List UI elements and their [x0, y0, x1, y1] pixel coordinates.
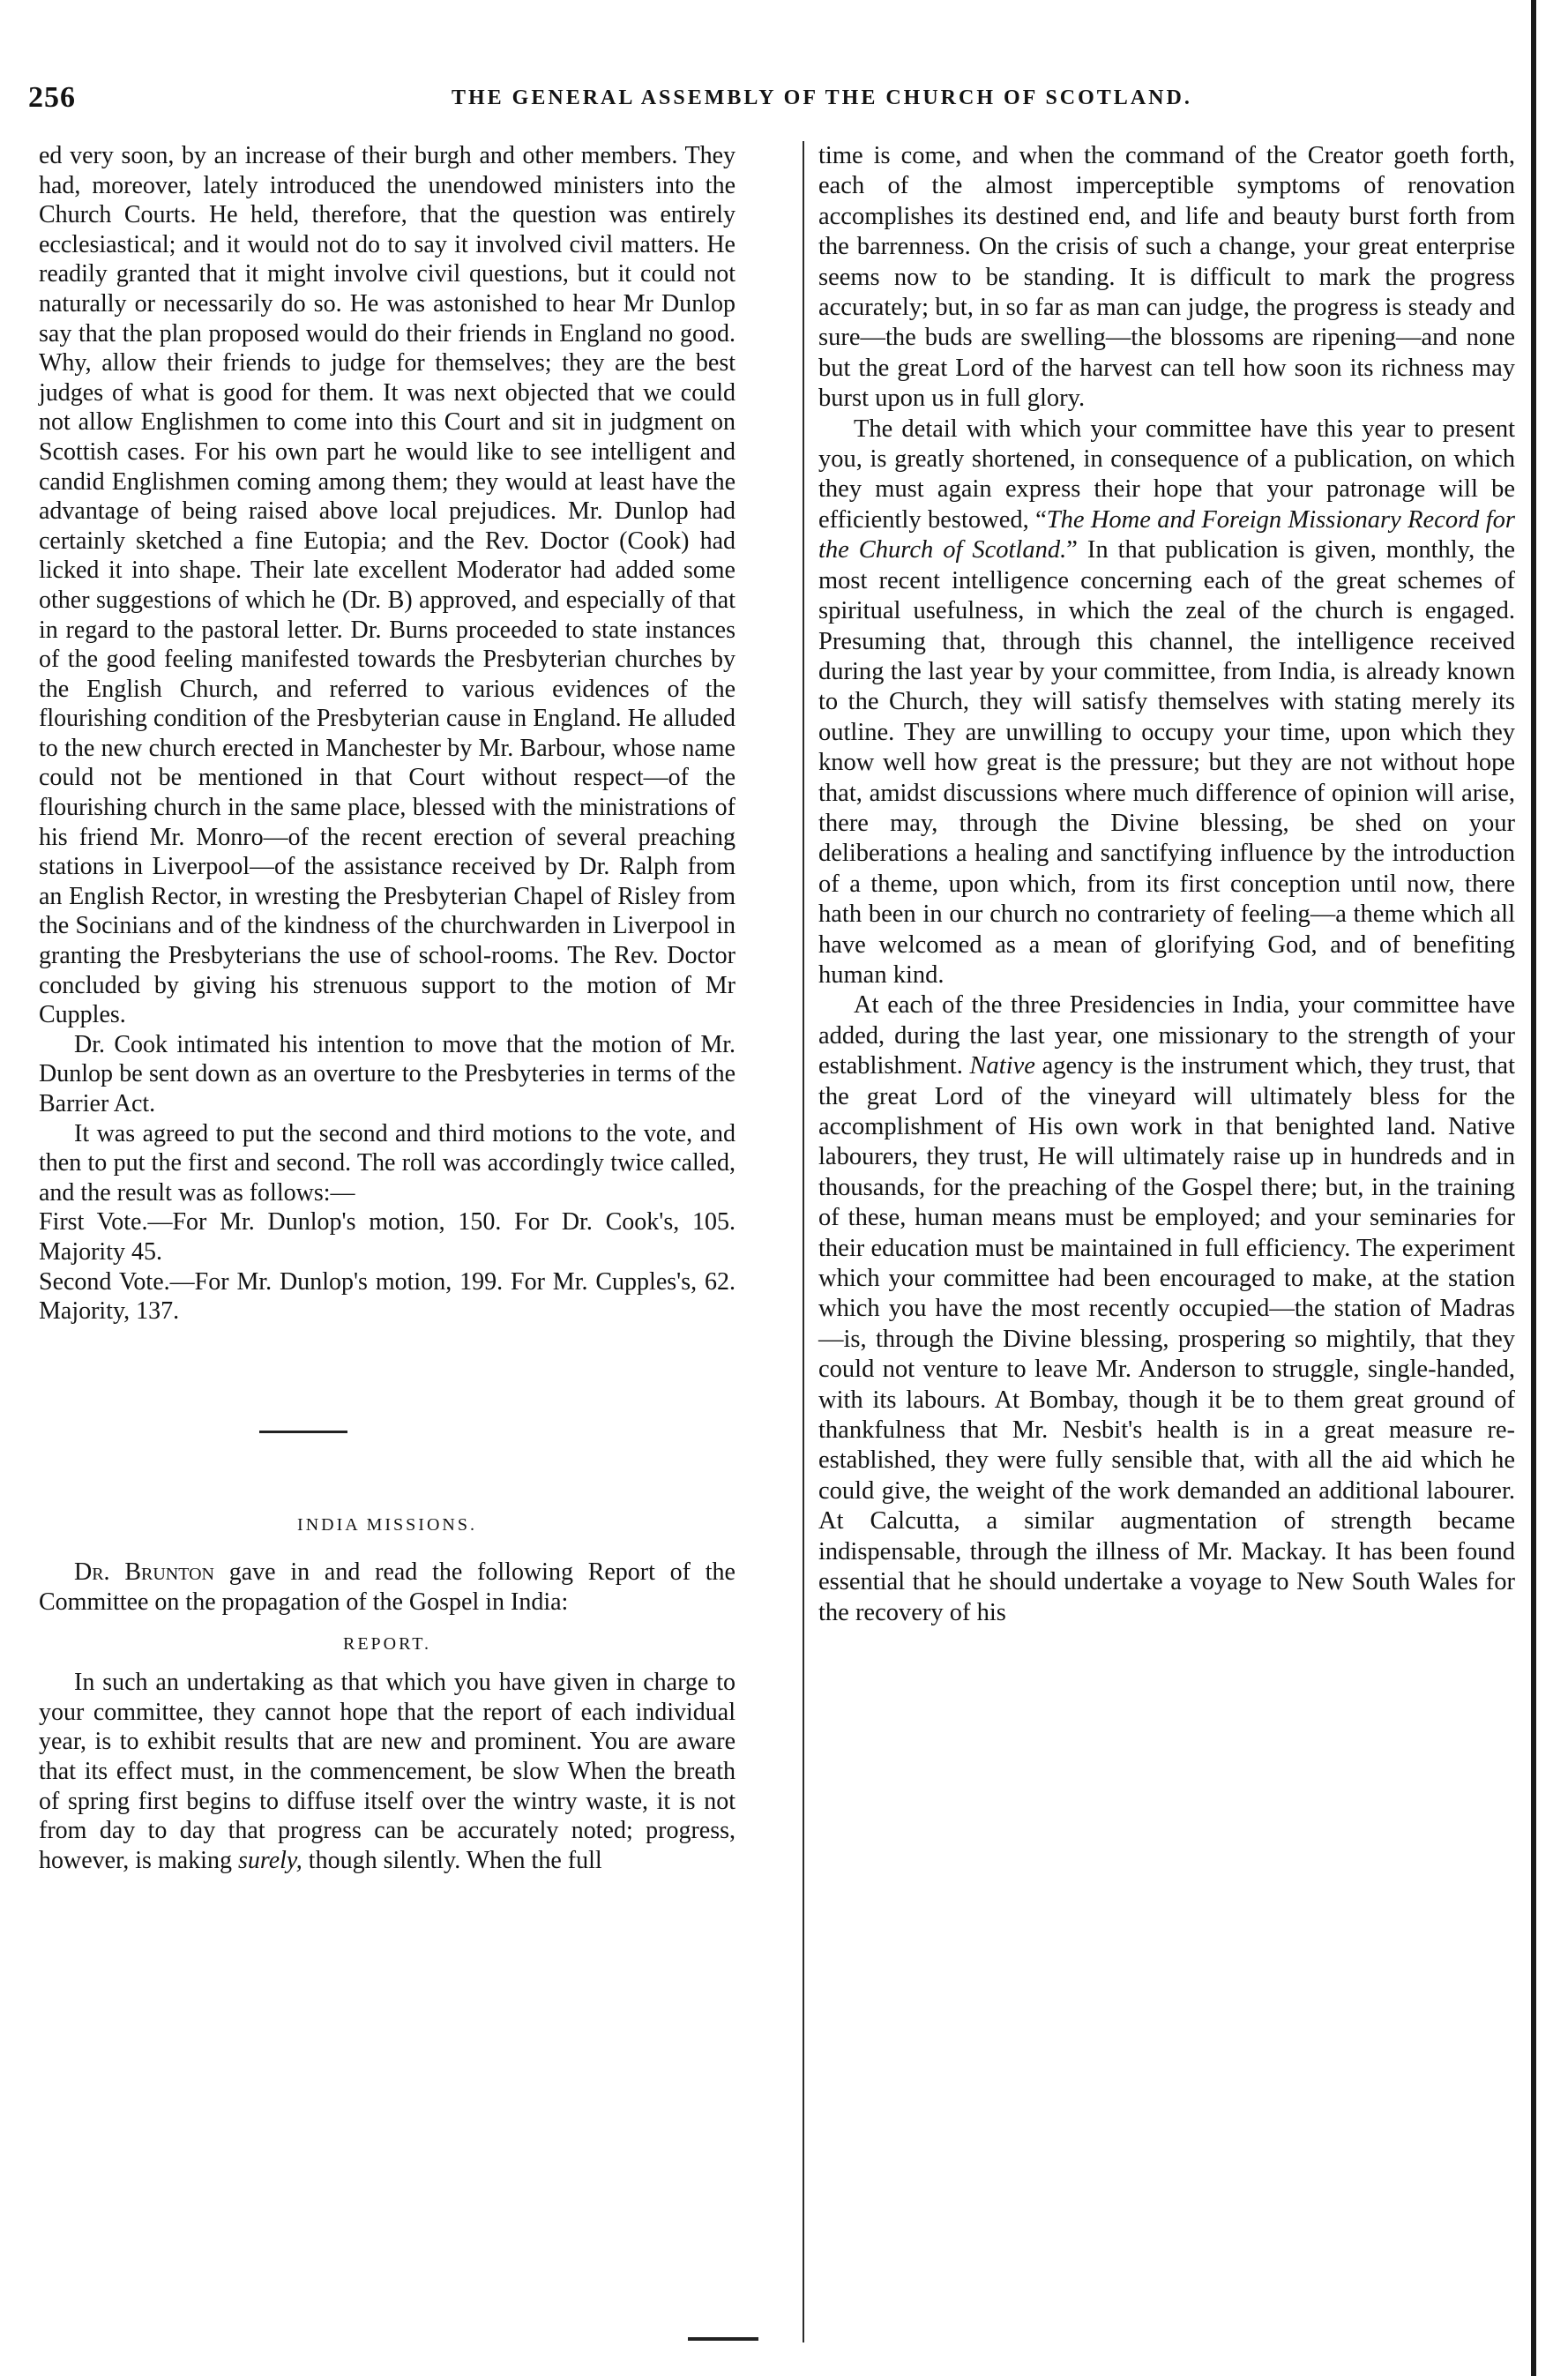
second-vote-result: Second Vote.—For Mr. Dunlop's motion, 199. For Mr. Cupples's, 62. Majority, 137.: [39, 1267, 735, 1326]
report-intro-paragraph: [39, 1558, 735, 1617]
report-text-end: though silently. When the full: [302, 1846, 602, 1874]
page-edge-rule: [1531, 0, 1536, 2376]
section-heading: INDIA MISSIONS.: [297, 1514, 477, 1535]
presidencies-text-end: agency is the instrument which, they trust, that the great Lord of the vineyard will ultimately bless for the accomplishment of His own work in that benighted land. Native labourers, they trust, He will ultimately raise up in hundreds and in thousands, for the preaching of the Gospel there; but, in the training of these, human means must be employed; and your seminaries for their education must be maintained in full efficiency. The experiment which your committee had been encouraged to make, at the station which you have the most recently occupied—the station of Madras—is, through the Divine blessing, prospering so mightily, that they could not venture to leave Mr. Anderson to struggle, single-handed, with its labours. At Bombay, though it be to them great ground of thankfulness that Mr. Nesbit's health is in a great measure re-established, they were fully sensible that, with all the aid which he could give, the weight of the work demanded an additional labourer. At Calcutta, a similar augmentation of strength became indispensable, through the illness of Mr. Mackay. It has been found essential that he should undertake a voyage to New South Wales for the recovery of his: [818, 1052, 1515, 1626]
presidencies-paragraph: [818, 990, 1515, 1628]
first-vote-result: First Vote.—For Mr. Dunlop's motion, 150. For Dr. Cook's, 105. Majority 45.: [39, 1208, 735, 1266]
column-rule: [803, 141, 804, 2342]
publication-text-end: ” In that publication is given, monthly, the most recent intelligence concerning each of the great schemes of spiritual usefulness, in which the zeal of the church is engaged. Presuming that, through this channel, the intelligence received during the last year by your committee, from India, is already known to the Church, they will satisfy themselves with stating merely its outline. They are unwilling to occupy your time, upon which they know well how great is the pressure; but they are not without hope that, amidst discussions where much difference of opinion will arise, there may, through the Divine blessing, be shed on your deliberations a healing and sanctifying influence by the introduction of a theme, upon which, from its first conception until now, there hath been in our church no contrariety of feeling—a theme which all have welcomed as a mean of glorifying God, and of benefiting human kind.: [818, 536, 1515, 989]
publication-text: The detail with which your committee have this year to present you, is greatly shortened, in consequence of a publication, on which they must again express their hope that your patronage will be efficiently bestowed, “: [818, 415, 1515, 534]
left-column: [39, 141, 735, 1875]
presidencies-text: At each of the three Presidencies in India, your committee have added, during the last year, one missionary to the strength of your establishment.: [818, 991, 1515, 1080]
report-heading: REPORT.: [343, 1633, 431, 1654]
debate-paragraph: ed very soon, by an increase of their burgh and other members. They had, moreover, lately introduced the unendowed ministers into the Church Courts. He held, therefore, that the question was entirely ecclesiastical; and it would not do to say it involved civil matters. He readily granted that it might involve civil questions, but it could not naturally or necessarily do so. He was astonished to hear Mr Dunlop say that the plan proposed would do their friends in England no good. Why, allow their friends to judge for themselves; they are the best judges of what is good for them. It was next objected that we could not allow Englishmen to come into this Court and sit in judgment on Scottish cases. For his own part he would like to see intelligent and candid Englishmen coming among them; they would at least have the advantage of being raised above local prejudices. Mr. Dunlop had certainly sketched a fine Eutopia; and the Rev. Doctor (Cook) had licked it into shape. Their late excellent Moderator had added some other suggestions of which he (Dr. B) approved, and especially of that in regard to the pastoral letter. Dr. Burns proceeded to state instances of the good feeling manifested towards the Presbyterian churches by the English Church, and referred to various evidences of the flourishing condition of the Presbyterian cause in England. He alluded to the new church erected in Manchester by Mr. Barbour, whose name could not be mentioned in that Court without respect—of the flourishing church in the same place, blessed with the ministrations of his friend Mr. Monro—of the recent erection of several preaching stations in Liverpool—of the assistance received by Dr. Ralph from an English Rector, in wresting the Presbyterian Chapel of Risley from the Socinians and of the kindness of the churchwarden in Liverpool in granting the Presbyterians the use of school-rooms. The Rev. Doctor concluded by giving his strenuous support to the motion of Mr Cupples.: [39, 142, 735, 1029]
speaker-name: Dr. Brunton: [74, 1558, 214, 1587]
right-column: [818, 141, 1515, 1628]
report-text: In such an undertaking as that which you have given in charge to your committee, they cannot hope that the report of each individual year, is to exhibit results that are new and prominent. You are aware that its effect must, in the commencement, be slow When the breath of spring first begins to diffuse itself over the wintry waste, it is not from day to day that progress can be accurately noted; progress, however, is making: [39, 1669, 735, 1874]
emphasis-surely: surely,: [237, 1846, 302, 1874]
page-header: [28, 81, 1192, 120]
report-paragraph: [39, 1668, 735, 1875]
report-intro-text: gave in and read the following Report of the Committee on the propagation of the Gospel in India:: [39, 1558, 735, 1616]
report-continuation-paragraph: time is come, and when the command of the Creator goeth forth, each of the almost imperceptible symptoms of renovation accomplishes its destined end, and life and beauty burst forth from the barrenness. On the crisis of such a change, your great enterprise seems now to be standing. It is difficult to mark the progress accurately; but, in so far as man can judge, the progress is steady and sure—the buds are swelling—the blossoms are ripening—and none but the great Lord of the harvest can tell how soon its richness may burst upon us in full glory.: [818, 142, 1515, 413]
section-divider: [259, 1431, 347, 1433]
cook-motion-paragraph: Dr. Cook intimated his intention to move that the motion of Mr. Dunlop be sent down as an overture to the Presbyteries in terms of the Barrier Act.: [39, 1030, 735, 1117]
vote-procedure-paragraph: It was agreed to put the second and third motions to the vote, and then to put the first and second. The roll was accordingly twice called, and the result was as follows:—: [39, 1119, 735, 1207]
page-number: 256: [28, 81, 76, 114]
publication-title: The Home and Foreign Missionary Record for the Church of Scotland.: [818, 505, 1515, 564]
running-head: THE GENERAL ASSEMBLY OF THE CHURCH OF SCOTLAND.: [452, 86, 1192, 109]
emphasis-native: Native: [969, 1052, 1035, 1080]
publication-paragraph: [818, 415, 1515, 991]
continuation-mark: [688, 2337, 758, 2341]
